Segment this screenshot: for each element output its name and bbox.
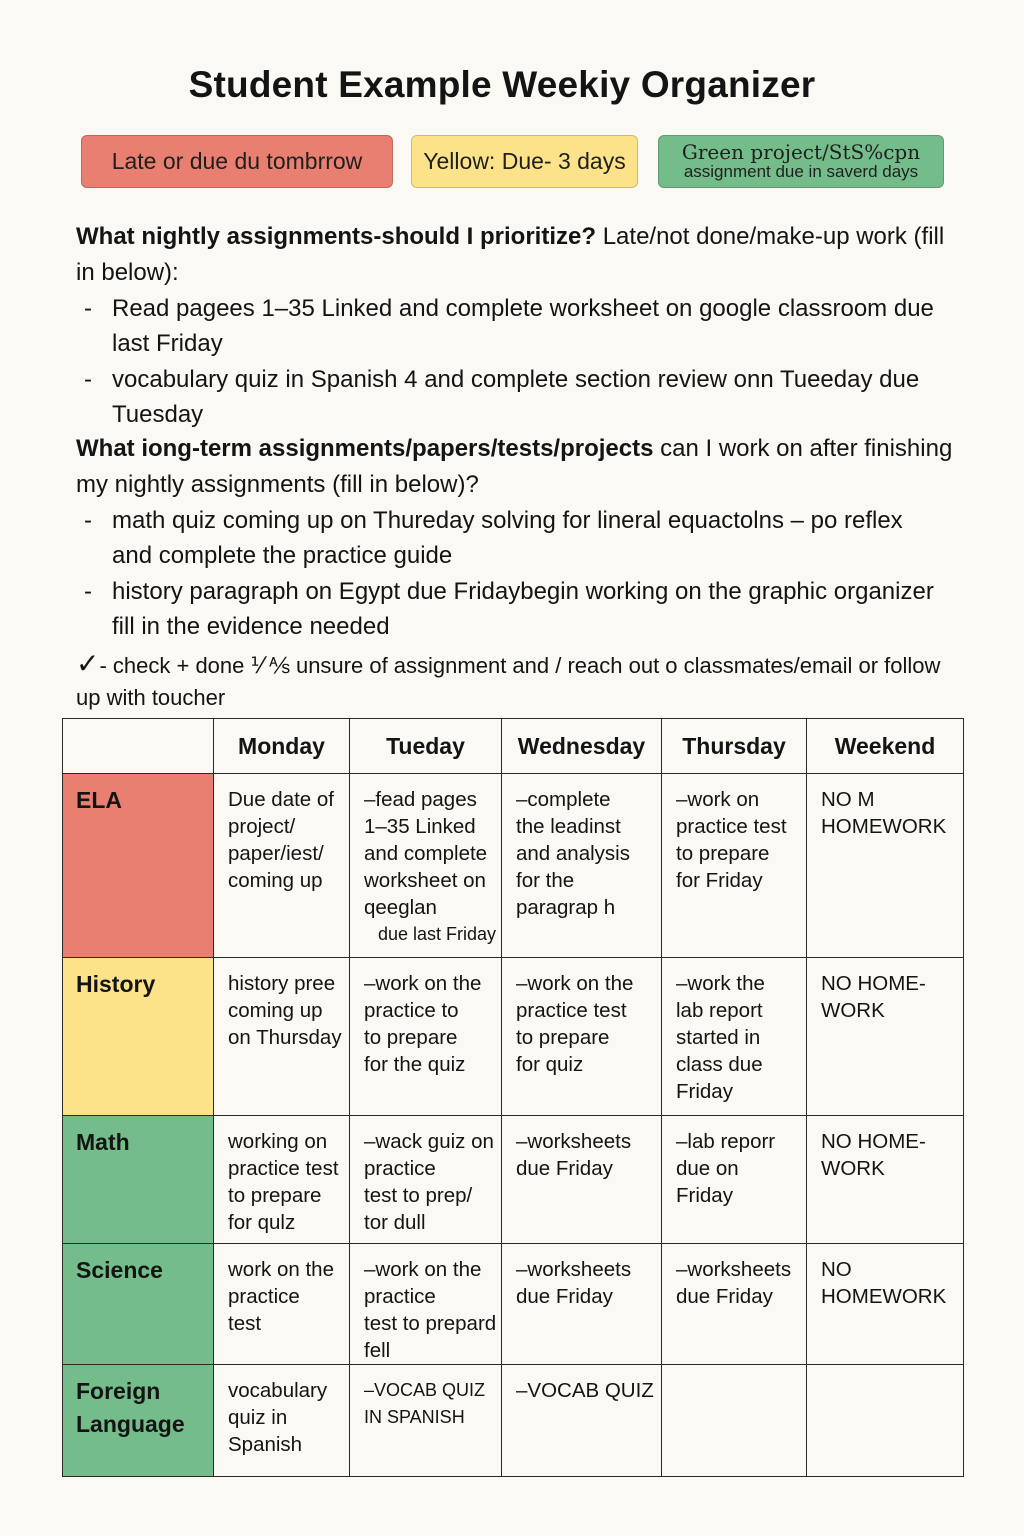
- cell-text: –work the lab report started in class due Friday: [676, 972, 765, 1103]
- header-tuesday: Tueday: [350, 719, 502, 774]
- nightly-question-bold: What nightly assignments-should I prioritize?: [76, 223, 597, 250]
- cell-text: –complete the leadinst and analysis for the paragrap h: [516, 788, 630, 919]
- table-row-science: [63, 1244, 964, 1365]
- legend-red-badge: [81, 135, 393, 188]
- weekly-schedule-table: [62, 718, 964, 1477]
- cell-text: Due date of project/ paper/iest/ coming up: [228, 788, 334, 892]
- longterm-question-rest: can I work on after finishing my nightly assignments (fill in below)?: [76, 435, 953, 498]
- cell-science-thursday: [662, 1244, 807, 1365]
- cell-text: –wack guiz on practice test to prep/ tor dull: [364, 1130, 494, 1234]
- longterm-item: [84, 503, 944, 573]
- legend-green-label-line2: assignment due in saverd days: [683, 162, 919, 182]
- check-legend-text: - check + done ⅟ ⅍ unsure of assignment and / reach out o classmates/email or follow up with toucher: [76, 653, 941, 710]
- cell-text: –worksheets due Friday: [516, 1258, 632, 1308]
- cell-ela-monday: [214, 774, 350, 958]
- subject-history: History: [63, 958, 214, 1116]
- cell-text: –VOCAB QUIZ IN SPANISH: [364, 1380, 486, 1427]
- cell-science-monday: [214, 1244, 350, 1365]
- legend-red-label: Late or due du tombrrow: [111, 148, 363, 174]
- checkmark-icon: ✓: [76, 648, 100, 679]
- cell-text: vocabulary quiz in Spanish: [228, 1379, 328, 1456]
- nightly-item: [84, 362, 944, 432]
- cell-science-tuesday: [350, 1244, 502, 1365]
- legend-green-badge: [658, 135, 944, 188]
- nightly-question-rest: Late/not done/make-up work (fill in below):: [76, 223, 945, 286]
- cell-text: –work on practice test to prepare for Friday: [676, 788, 787, 892]
- cell-math-thursday: [662, 1116, 807, 1244]
- cell-science-wednesday: [502, 1244, 662, 1365]
- cell-ela-thursday: [662, 774, 807, 958]
- cell-history-wednesday: [502, 958, 662, 1116]
- subject-science: Science: [63, 1244, 214, 1365]
- longterm-item-text: math quiz coming up on Thureday solving for lineral equactolns – po reflex and complete the practice guide: [112, 507, 903, 569]
- legend-yellow-badge: [411, 135, 638, 188]
- cell-foreign-language-weekend: [807, 1365, 964, 1477]
- longterm-item-text: history paragraph on Egypt due Fridaybegin working on the graphic organizer fill in the evidence needed: [112, 578, 934, 640]
- cell-text: NO HOMEWORK: [821, 1258, 947, 1308]
- table-row-foreign-language: [63, 1365, 964, 1477]
- cell-text: –work on the practice test to prepare for quiz: [516, 972, 634, 1076]
- cell-text: –fead pages 1–35 Linked and complete worksheet on qeeglan: [364, 788, 488, 919]
- cell-text: history pree coming up on Thursday: [228, 972, 342, 1049]
- nightly-item-text: vocabulary quiz in Spanish 4 and complete section review onn Tueeday due Tuesday: [112, 366, 920, 428]
- table-row-ela: [63, 774, 964, 958]
- page-title: Student Example Weekiy Organizer: [188, 64, 816, 105]
- cell-text: work on the practice test: [228, 1258, 334, 1335]
- bullet-dash: -: [84, 507, 92, 534]
- header-weekend: Weekend: [807, 719, 964, 774]
- legend-yellow-label: Yellow: Due- 3 days: [423, 148, 626, 174]
- cell-text: –VOCAB QUIZ: [516, 1379, 654, 1402]
- cell-extra-text: due last Friday: [378, 924, 497, 944]
- cell-math-weekend: [807, 1116, 964, 1244]
- bullet-dash: -: [84, 295, 92, 322]
- bullet-dash: -: [84, 578, 92, 605]
- header-corner: [63, 719, 214, 774]
- nightly-item: [84, 291, 944, 361]
- subject-math: Math: [63, 1116, 214, 1244]
- legend-green-label-line1: Green project/StS%cpn: [681, 140, 921, 165]
- table-row-history: [63, 958, 964, 1116]
- cell-text: –work on the practice test to prepard fell: [364, 1258, 497, 1362]
- cell-text: –lab reporr due on Friday: [676, 1130, 776, 1207]
- cell-history-monday: [214, 958, 350, 1116]
- cell-ela-wednesday: [502, 774, 662, 958]
- longterm-item: [84, 574, 944, 644]
- cell-text: –work on the practice to to prepare for the quiz: [364, 972, 482, 1076]
- cell-science-weekend: [807, 1244, 964, 1365]
- cell-history-tuesday: [350, 958, 502, 1116]
- cell-foreign-language-wednesday: [502, 1365, 662, 1477]
- cell-math-tuesday: [350, 1116, 502, 1244]
- table-row-math: [63, 1116, 964, 1244]
- nightly-item-text: Read pagees 1–35 Linked and complete worksheet on google classroom due last Friday: [112, 295, 934, 357]
- longterm-question-bold: What iong-term assignments/papers/tests/projects: [76, 435, 654, 462]
- longterm-question: [76, 431, 956, 502]
- subject-foreign-language: Foreign Language: [63, 1365, 214, 1477]
- cell-text: –worksheets due Friday: [676, 1258, 792, 1308]
- cell-text: NO M HOMEWORK: [821, 788, 947, 838]
- header-wednesday: Wednesday: [502, 719, 662, 774]
- header-thursday: Thursday: [662, 719, 807, 774]
- cell-history-thursday: [662, 958, 807, 1116]
- cell-math-wednesday: [502, 1116, 662, 1244]
- subject-ela: ELA: [63, 774, 214, 958]
- cell-history-weekend: [807, 958, 964, 1116]
- cell-math-monday: [214, 1116, 350, 1244]
- check-legend: [76, 648, 956, 714]
- cell-text: working on practice test to prepare for qulz: [228, 1130, 339, 1234]
- cell-text: NO HOME- WORK: [821, 972, 926, 1022]
- cell-ela-weekend: [807, 774, 964, 958]
- cell-foreign-language-thursday: [662, 1365, 807, 1477]
- cell-ela-tuesday: [350, 774, 502, 958]
- nightly-question: [76, 219, 956, 290]
- bullet-dash: -: [84, 366, 92, 393]
- cell-text: NO HOME- WORK: [821, 1130, 926, 1180]
- cell-text: –worksheets due Friday: [516, 1130, 632, 1180]
- cell-foreign-language-monday: [214, 1365, 350, 1477]
- table-header-row: [63, 719, 964, 774]
- header-monday: Monday: [214, 719, 350, 774]
- cell-foreign-language-tuesday: [350, 1365, 502, 1477]
